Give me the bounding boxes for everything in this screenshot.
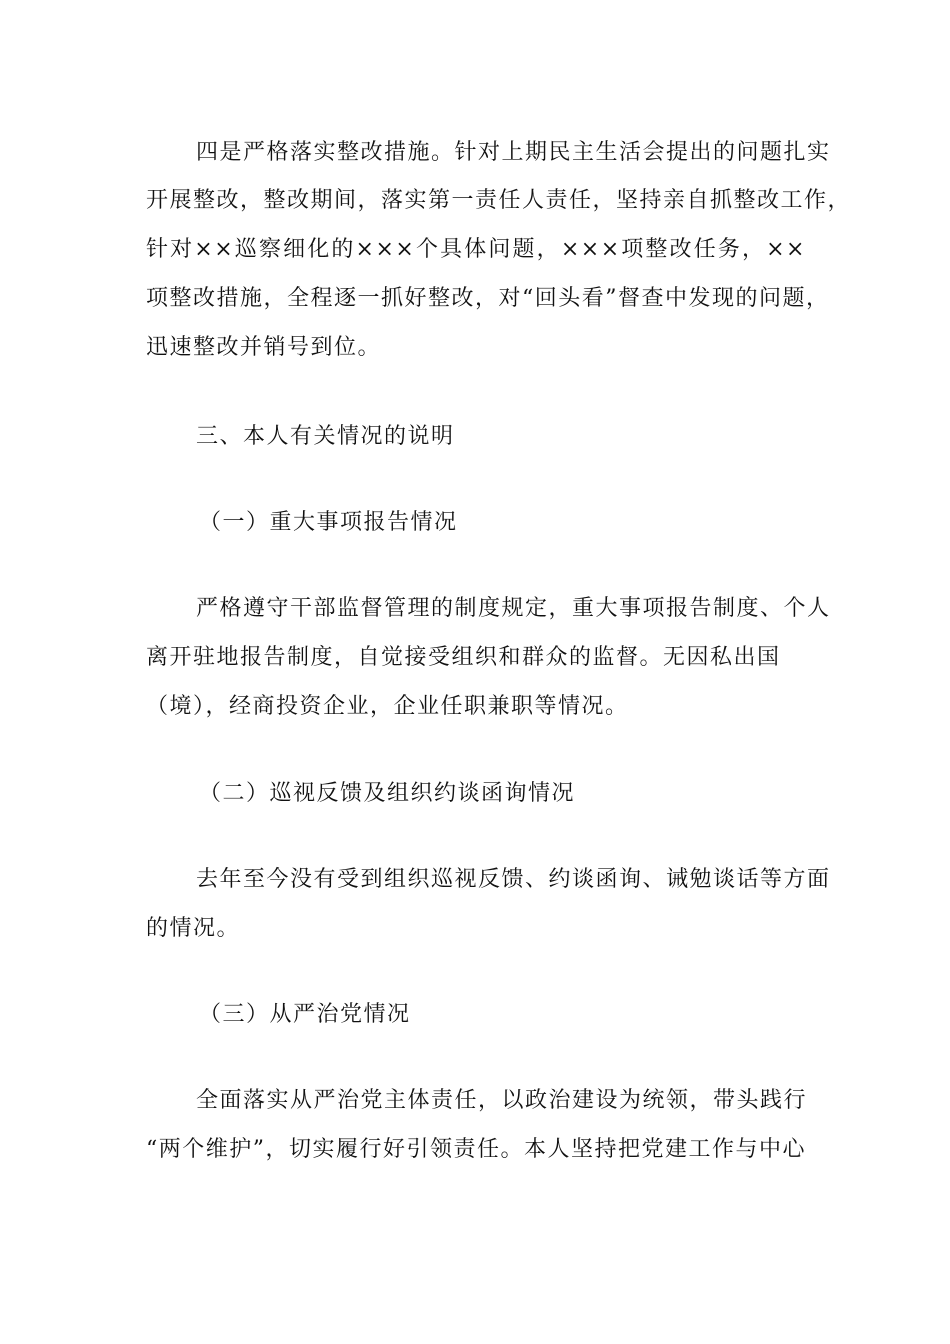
sub-one-line-1: 严格遵守干部监督管理的制度规定，重大事项报告制度、个人 [196, 596, 831, 621]
sub-three-line-1: 全面落实从严治党主体责任，以政治建设为统领，带头践行 [196, 1088, 808, 1113]
sub-one-line-3: （境），经商投资企业，企业任职兼职等情况。 [146, 694, 629, 719]
sub-one-line-2: 离开驻地报告制度，自觉接受组织和群众的监督。无因私出国 [146, 645, 781, 670]
sub-two-line-1: 去年至今没有受到组织巡视反馈、约谈函询、诫勉谈话等方面 [196, 867, 831, 892]
paragraph-four-line-4: 项整改措施，全程逐一抓好整改，对“回头看”督查中发现的问题， [146, 286, 830, 311]
paragraph-four-line-1: 四是严格落实整改措施。针对上期民主生活会提出的问题扎实 [196, 140, 831, 165]
sub-three-heading: （三）从严治党情况 [199, 1002, 411, 1027]
section-three-heading: 三、本人有关情况的说明 [196, 424, 455, 449]
sub-two-heading: （二）巡视反馈及组织约谈函询情况 [199, 781, 576, 806]
sub-two-line-2: 的情况。 [146, 916, 241, 941]
sub-one-heading: （一）重大事项报告情况 [199, 510, 458, 535]
paragraph-four-line-2: 开展整改，整改期间，落实第一责任人责任，坚持亲自抓整改工作， [146, 188, 852, 213]
paragraph-four-line-5: 迅速整改并销号到位。 [146, 335, 382, 360]
paragraph-four-line-3: 针对××巡察细化的×××个具体问题，×××项整改任务，×× [146, 237, 806, 262]
sub-three-line-2: “两个维护”，切实履行好引领责任。本人坚持把党建工作与中心 [146, 1137, 806, 1162]
